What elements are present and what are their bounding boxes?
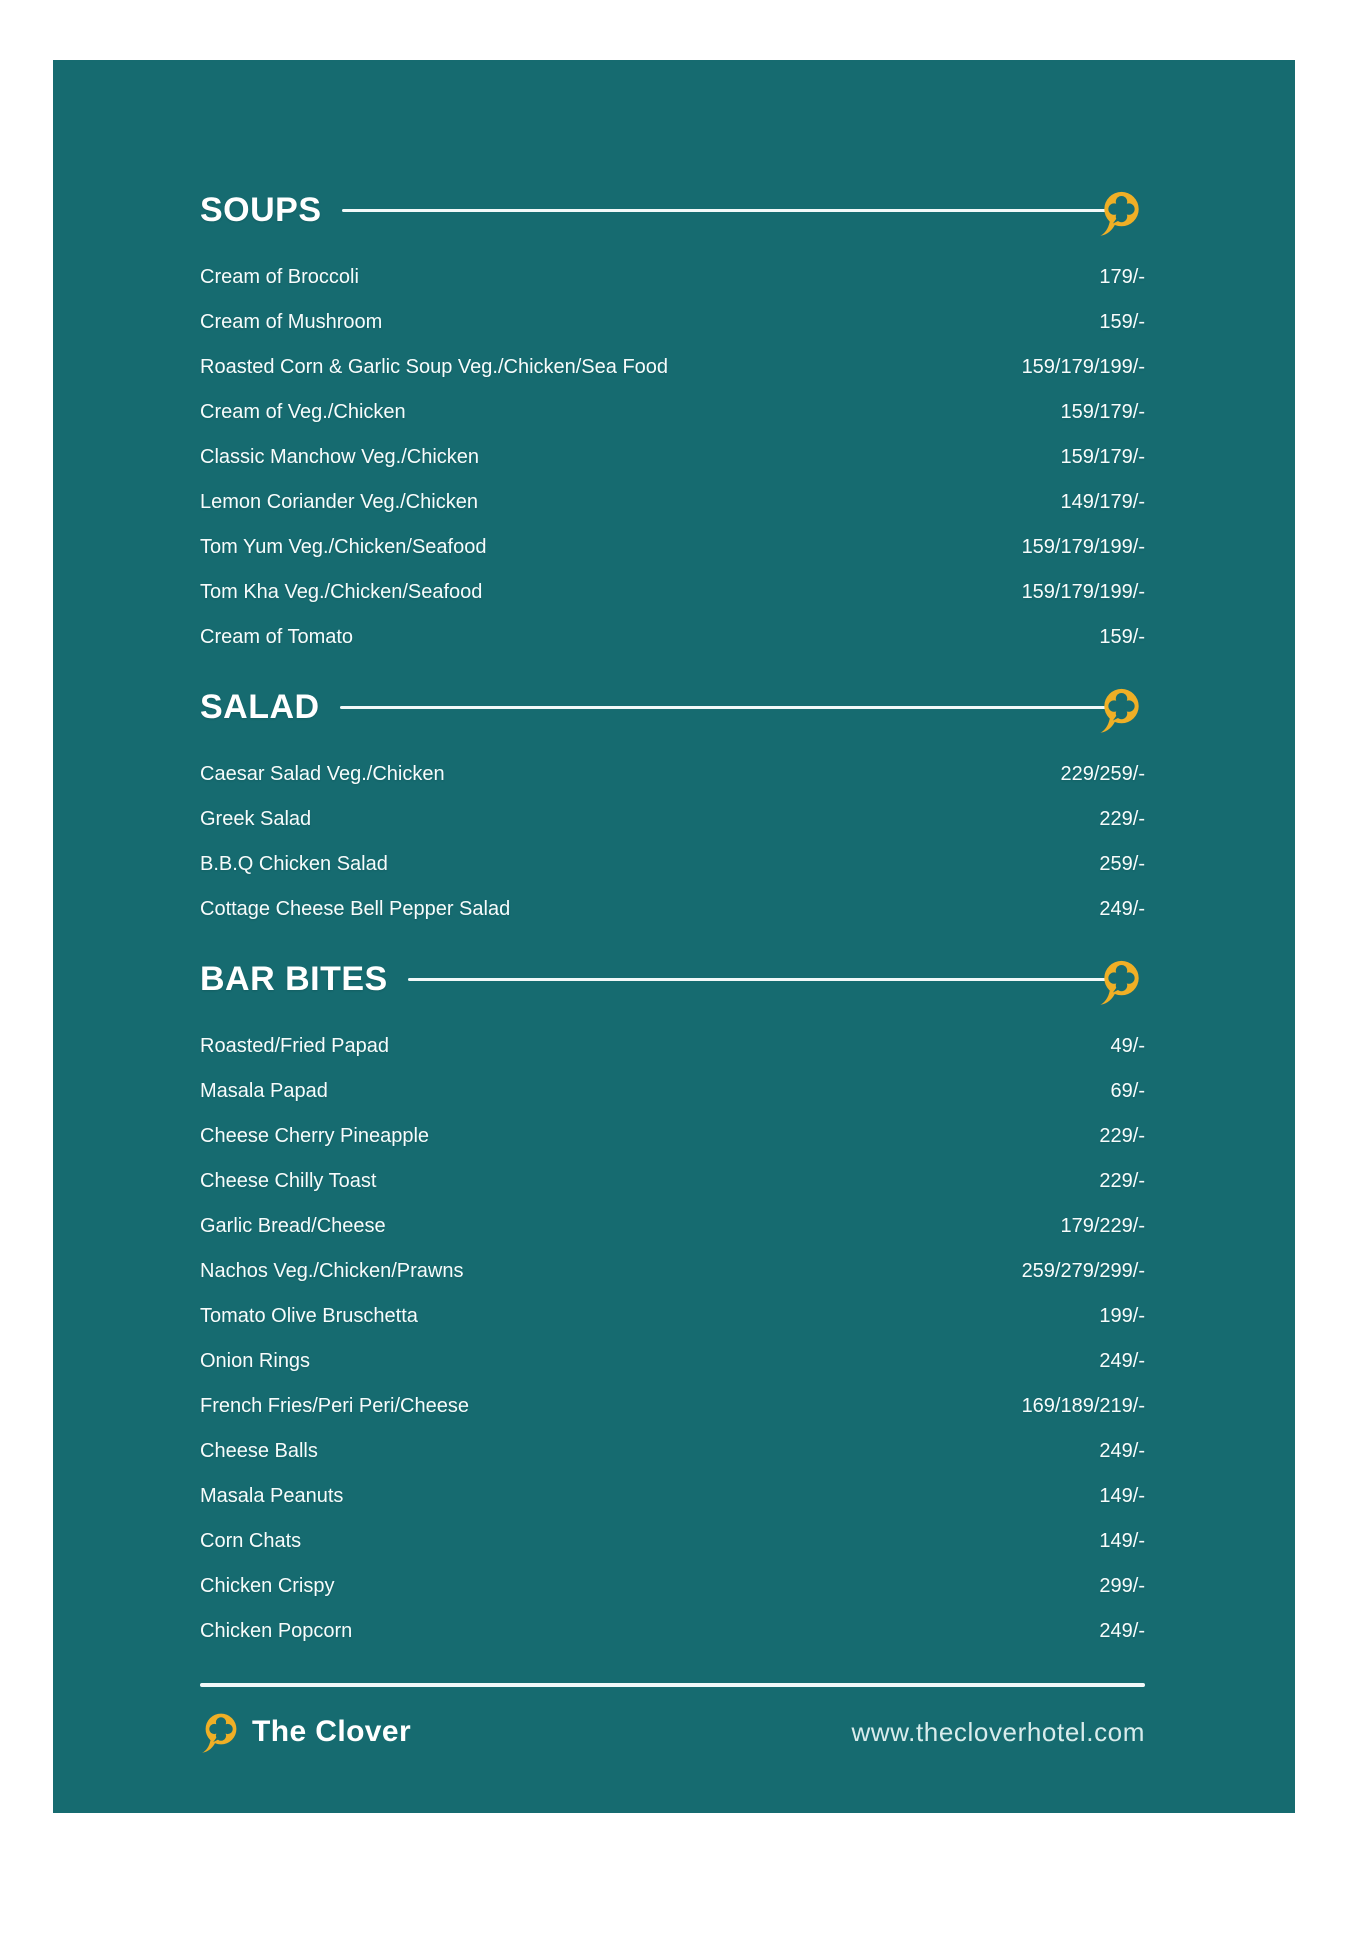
menu-item-row bbox=[200, 1429, 1145, 1474]
item-price: 149/- bbox=[1099, 1530, 1145, 1552]
item-price: 259/- bbox=[1099, 853, 1145, 875]
item-price: 299/- bbox=[1099, 1575, 1145, 1597]
menu-section bbox=[200, 186, 1145, 660]
section-items bbox=[200, 255, 1145, 660]
menu-item-row bbox=[200, 1519, 1145, 1564]
item-name: Cheese Cherry Pineapple bbox=[200, 1125, 430, 1147]
menu-section bbox=[200, 955, 1145, 1654]
menu-item-row bbox=[200, 390, 1145, 435]
item-price: 159/179/199/- bbox=[1021, 581, 1145, 603]
menu-item-row bbox=[200, 435, 1145, 480]
item-name: B.B.Q Chicken Salad bbox=[200, 853, 388, 875]
item-name: Roasted/Fried Papad bbox=[200, 1035, 390, 1057]
item-name: Tomato Olive Bruschetta bbox=[200, 1305, 418, 1327]
menu-item-row bbox=[200, 345, 1145, 390]
menu-sections bbox=[53, 60, 1295, 1654]
item-price: 249/- bbox=[1099, 1440, 1145, 1462]
item-name: Cream of Tomato bbox=[200, 626, 354, 648]
website-text: www.thecloverhotel.com bbox=[851, 1716, 1145, 1747]
item-price: 179/- bbox=[1099, 266, 1145, 288]
menu-item-row bbox=[200, 1384, 1145, 1429]
section-rule bbox=[408, 978, 1108, 981]
footer bbox=[200, 1683, 1145, 1755]
item-name: Corn Chats bbox=[200, 1530, 302, 1552]
item-name: French Fries/Peri Peri/Cheese bbox=[200, 1395, 469, 1417]
item-price: 229/- bbox=[1099, 1170, 1145, 1192]
menu-item-row bbox=[200, 300, 1145, 345]
menu-item-row bbox=[200, 797, 1145, 842]
item-price: 159/- bbox=[1099, 626, 1145, 648]
section-heading bbox=[200, 955, 1145, 1003]
menu-section bbox=[200, 683, 1145, 932]
item-name: Roasted Corn & Garlic Soup Veg./Chicken/Sea Food bbox=[200, 356, 669, 378]
item-price: 199/- bbox=[1099, 1305, 1145, 1327]
item-price: 159/179/- bbox=[1060, 446, 1145, 468]
menu-item-row bbox=[200, 1609, 1145, 1654]
item-name: Lemon Coriander Veg./Chicken bbox=[200, 491, 478, 513]
menu-item-row bbox=[200, 1159, 1145, 1204]
item-name: Cheese Balls bbox=[200, 1440, 318, 1462]
section-title: SALAD bbox=[200, 688, 320, 726]
menu-item-row bbox=[200, 842, 1145, 887]
item-price: 159/179/199/- bbox=[1021, 536, 1145, 558]
section-items bbox=[200, 752, 1145, 932]
menu-item-row bbox=[200, 1339, 1145, 1384]
menu-item-row bbox=[200, 1474, 1145, 1519]
item-price: 259/279/299/- bbox=[1021, 1260, 1145, 1282]
item-price: 159/179/199/- bbox=[1021, 356, 1145, 378]
brand-logo bbox=[200, 1710, 411, 1755]
item-name: Chicken Popcorn bbox=[200, 1620, 353, 1642]
item-name: Chicken Crispy bbox=[200, 1575, 335, 1597]
item-name: Cream of Mushroom bbox=[200, 311, 383, 333]
item-name: Masala Peanuts bbox=[200, 1485, 344, 1507]
item-name: Caesar Salad Veg./Chicken bbox=[200, 763, 445, 785]
clover-badge-icon bbox=[1098, 188, 1145, 238]
item-price: 169/189/219/- bbox=[1021, 1395, 1145, 1417]
item-name: Nachos Veg./Chicken/Prawns bbox=[200, 1260, 464, 1282]
footer-row bbox=[200, 1709, 1145, 1755]
item-price: 229/- bbox=[1099, 808, 1145, 830]
menu-item-row bbox=[200, 887, 1145, 932]
section-title: BAR BITES bbox=[200, 960, 388, 998]
item-price: 159/179/- bbox=[1060, 401, 1145, 423]
menu-item-row bbox=[200, 1249, 1145, 1294]
item-price: 179/229/- bbox=[1060, 1215, 1145, 1237]
menu-item-row bbox=[200, 1114, 1145, 1159]
section-rule bbox=[342, 209, 1108, 212]
section-items bbox=[200, 1024, 1145, 1654]
item-price: 229/259/- bbox=[1060, 763, 1145, 785]
item-name: Cream of Broccoli bbox=[200, 266, 359, 288]
item-name: Cream of Veg./Chicken bbox=[200, 401, 406, 423]
menu-item-row bbox=[200, 255, 1145, 300]
item-name: Greek Salad bbox=[200, 808, 312, 830]
menu-item-row bbox=[200, 1204, 1145, 1249]
item-price: 159/- bbox=[1099, 311, 1145, 333]
section-heading bbox=[200, 683, 1145, 731]
item-name: Garlic Bread/Cheese bbox=[200, 1215, 386, 1237]
clover-badge-icon bbox=[1098, 685, 1145, 735]
section-heading bbox=[200, 186, 1145, 234]
item-price: 149/179/- bbox=[1060, 491, 1145, 513]
menu-item-row bbox=[200, 1024, 1145, 1069]
section-rule bbox=[340, 706, 1108, 709]
item-name: Cottage Cheese Bell Pepper Salad bbox=[200, 898, 511, 920]
brand-name: The Clover bbox=[252, 1715, 412, 1748]
clover-logo-icon bbox=[200, 1710, 242, 1755]
menu-item-row bbox=[200, 480, 1145, 525]
section-title: SOUPS bbox=[200, 191, 322, 229]
item-price: 69/- bbox=[1110, 1080, 1145, 1102]
item-name: Onion Rings bbox=[200, 1350, 311, 1372]
item-name: Tom Kha Veg./Chicken/Seafood bbox=[200, 581, 483, 603]
item-price: 249/- bbox=[1099, 898, 1145, 920]
item-price: 49/- bbox=[1110, 1035, 1145, 1057]
item-price: 249/- bbox=[1099, 1350, 1145, 1372]
item-price: 249/- bbox=[1099, 1620, 1145, 1642]
item-price: 229/- bbox=[1099, 1125, 1145, 1147]
menu-item-row bbox=[200, 525, 1145, 570]
item-price: 149/- bbox=[1099, 1485, 1145, 1507]
item-name: Classic Manchow Veg./Chicken bbox=[200, 446, 480, 468]
menu-item-row bbox=[200, 1069, 1145, 1114]
item-name: Tom Yum Veg./Chicken/Seafood bbox=[200, 536, 487, 558]
menu-item-row bbox=[200, 1564, 1145, 1609]
menu-card bbox=[53, 60, 1295, 1813]
footer-divider bbox=[200, 1683, 1145, 1687]
menu-item-row bbox=[200, 615, 1145, 660]
clover-badge-icon bbox=[1098, 957, 1145, 1007]
menu-item-row bbox=[200, 752, 1145, 797]
menu-item-row bbox=[200, 1294, 1145, 1339]
item-name: Cheese Chilly Toast bbox=[200, 1170, 377, 1192]
item-name: Masala Papad bbox=[200, 1080, 328, 1102]
menu-item-row bbox=[200, 570, 1145, 615]
